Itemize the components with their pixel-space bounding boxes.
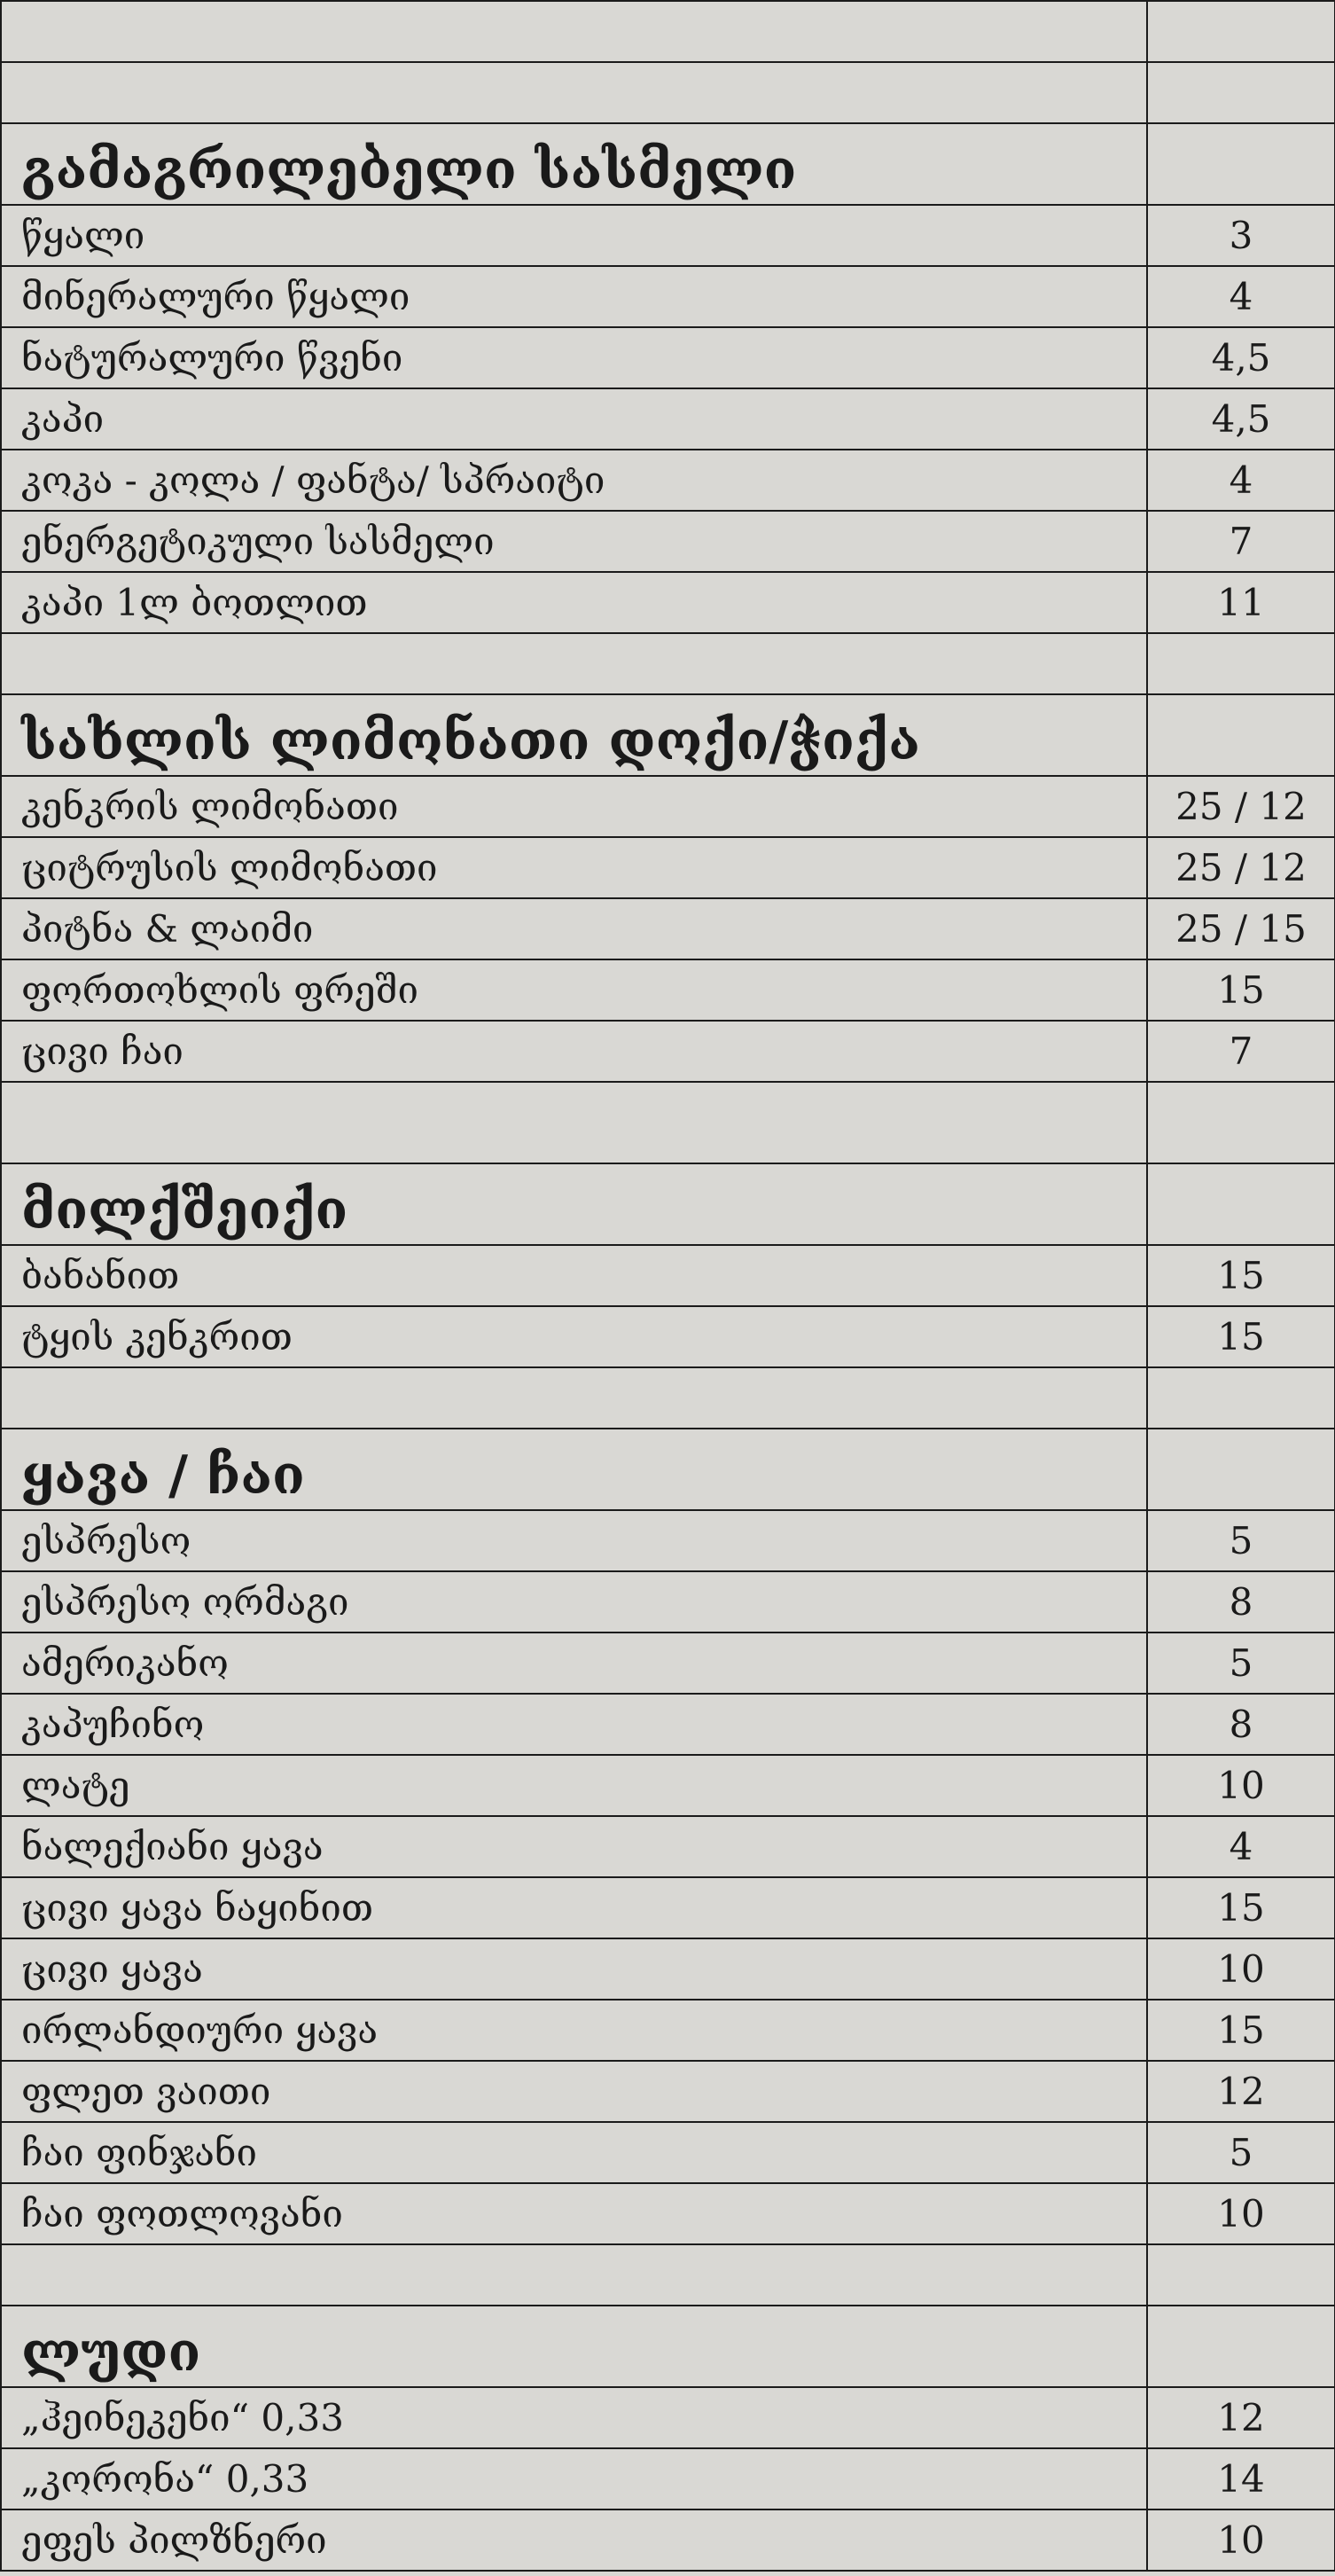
menu-item-row	[1, 837, 1335, 898]
menu-item-row	[1, 776, 1335, 837]
item-name: ბანანით	[1, 1245, 1147, 1306]
menu-item-row	[1, 1633, 1335, 1694]
item-name: ნალექიანი ყავა	[1, 1816, 1147, 1877]
item-price: 15	[1147, 2000, 1335, 2061]
menu-item-row	[1, 205, 1335, 266]
item-price: 5	[1147, 2122, 1335, 2183]
menu-item-row	[1, 2122, 1335, 2183]
item-price: 3	[1147, 205, 1335, 266]
item-name: მინერალური წყალი	[1, 266, 1147, 327]
empty-cell	[1147, 694, 1335, 776]
item-name: კოკა - კოლა / ფანტა/ სპრაიტი	[1, 450, 1147, 511]
section-title: ლუდი	[1, 2306, 1147, 2387]
item-name: ფლეთ ვაითი	[1, 2061, 1147, 2122]
menu-item-row	[1, 1021, 1335, 1082]
item-price: 12	[1147, 2387, 1335, 2448]
menu-item-row	[1, 1816, 1335, 1877]
item-price: 8	[1147, 1571, 1335, 1633]
menu-item-row	[1, 388, 1335, 450]
item-name: ესპრესო	[1, 1510, 1147, 1571]
section-header-row	[1, 123, 1335, 205]
spacer-row	[1, 2244, 1335, 2306]
item-price: 10	[1147, 1755, 1335, 1816]
item-name: ჩაი ფოთლოვანი	[1, 2183, 1147, 2244]
item-name: ცივი ყავა ნაყინით	[1, 1877, 1147, 1938]
section-title: გამაგრილებელი სასმელი	[1, 123, 1147, 205]
empty-cell	[1147, 1429, 1335, 1510]
empty-cell	[1, 633, 1147, 694]
item-price: 4	[1147, 266, 1335, 327]
menu-item-row	[1, 1877, 1335, 1938]
menu-item-row	[1, 1938, 1335, 2000]
item-name: „ჰეინეკენი“ 0,33	[1, 2387, 1147, 2448]
empty-cell	[1147, 62, 1335, 123]
spacer-row	[1, 633, 1335, 694]
item-name: ლატე	[1, 1755, 1147, 1816]
empty-cell	[1, 1082, 1147, 1163]
item-name: კენკრის ლიმონათი	[1, 776, 1147, 837]
item-price: 25 / 15	[1147, 898, 1335, 959]
spacer-row	[1, 1367, 1335, 1429]
section-header-row	[1, 694, 1335, 776]
menu-item-row	[1, 959, 1335, 1021]
item-price: 5	[1147, 1633, 1335, 1694]
empty-cell	[1147, 2306, 1335, 2387]
item-name: ენერგეტიკული სასმელი	[1, 511, 1147, 572]
empty-cell	[1147, 1082, 1335, 1163]
spacer-row	[1, 1082, 1335, 1163]
item-price: 15	[1147, 1306, 1335, 1367]
menu-item-row	[1, 2061, 1335, 2122]
menu-item-row	[1, 2448, 1335, 2509]
item-name: პიტნა & ლაიმი	[1, 898, 1147, 959]
item-name: ნატურალური წვენი	[1, 327, 1147, 388]
empty-cell	[1, 1367, 1147, 1429]
item-price: 8	[1147, 1694, 1335, 1755]
section-header-row	[1, 2306, 1335, 2387]
item-price: 7	[1147, 511, 1335, 572]
menu-item-row	[1, 266, 1335, 327]
item-name: კაპუჩინო	[1, 1694, 1147, 1755]
menu-item-row	[1, 2000, 1335, 2061]
item-name: ფორთოხლის ფრეში	[1, 959, 1147, 1021]
item-price: 15	[1147, 1245, 1335, 1306]
item-name: ცივი ყავა	[1, 1938, 1147, 2000]
spacer-row	[1, 1, 1335, 62]
empty-cell	[1147, 1163, 1335, 1245]
item-price: 4,5	[1147, 388, 1335, 450]
menu-item-row	[1, 511, 1335, 572]
item-name: ციტრუსის ლიმონათი	[1, 837, 1147, 898]
menu-item-row	[1, 572, 1335, 633]
empty-cell	[1147, 1367, 1335, 1429]
item-name: ჩაი ფინჯანი	[1, 2122, 1147, 2183]
empty-cell	[1147, 633, 1335, 694]
item-name: „კორონა“ 0,33	[1, 2448, 1147, 2509]
item-price: 7	[1147, 1021, 1335, 1082]
item-price: 15	[1147, 1877, 1335, 1938]
menu-item-row	[1, 2183, 1335, 2244]
item-name: ცივი ჩაი	[1, 1021, 1147, 1082]
item-name: ეფეს პილზნერი	[1, 2509, 1147, 2571]
item-price: 10	[1147, 1938, 1335, 2000]
item-price: 4	[1147, 450, 1335, 511]
empty-cell	[1147, 1, 1335, 62]
empty-cell	[1, 2244, 1147, 2306]
item-price: 25 / 12	[1147, 776, 1335, 837]
empty-cell	[1147, 2244, 1335, 2306]
item-name: ტყის კენკრით	[1, 1306, 1147, 1367]
menu-body	[1, 1, 1335, 2571]
empty-cell	[1, 62, 1147, 123]
item-price: 11	[1147, 572, 1335, 633]
item-name: წყალი	[1, 205, 1147, 266]
section-title: სახლის ლიმონათი დოქი/ჭიქა	[1, 694, 1147, 776]
menu-item-row	[1, 327, 1335, 388]
menu-item-row	[1, 1694, 1335, 1755]
item-price: 4,5	[1147, 327, 1335, 388]
menu-item-row	[1, 2387, 1335, 2448]
item-price: 14	[1147, 2448, 1335, 2509]
item-price: 12	[1147, 2061, 1335, 2122]
item-price: 15	[1147, 959, 1335, 1021]
empty-cell	[1, 1, 1147, 62]
menu-item-row	[1, 1755, 1335, 1816]
menu-item-row	[1, 1571, 1335, 1633]
section-header-row	[1, 1163, 1335, 1245]
menu-item-row	[1, 898, 1335, 959]
item-name: კაპი 1ლ ბოთლით	[1, 572, 1147, 633]
menu-item-row	[1, 450, 1335, 511]
item-name: კაპი	[1, 388, 1147, 450]
empty-cell	[1147, 123, 1335, 205]
item-price: 25 / 12	[1147, 837, 1335, 898]
item-name: ირლანდიური ყავა	[1, 2000, 1147, 2061]
menu-item-row	[1, 1510, 1335, 1571]
item-price: 5	[1147, 1510, 1335, 1571]
item-price: 10	[1147, 2183, 1335, 2244]
section-header-row	[1, 1429, 1335, 1510]
section-title: ყავა / ჩაი	[1, 1429, 1147, 1510]
menu-item-row	[1, 2509, 1335, 2571]
menu-item-row	[1, 1245, 1335, 1306]
menu-item-row	[1, 1306, 1335, 1367]
spacer-row	[1, 62, 1335, 123]
item-price: 10	[1147, 2509, 1335, 2571]
item-price: 4	[1147, 1816, 1335, 1877]
item-name: ესპრესო ორმაგი	[1, 1571, 1147, 1633]
item-name: ამერიკანო	[1, 1633, 1147, 1694]
section-title: მილქშეიქი	[1, 1163, 1147, 1245]
